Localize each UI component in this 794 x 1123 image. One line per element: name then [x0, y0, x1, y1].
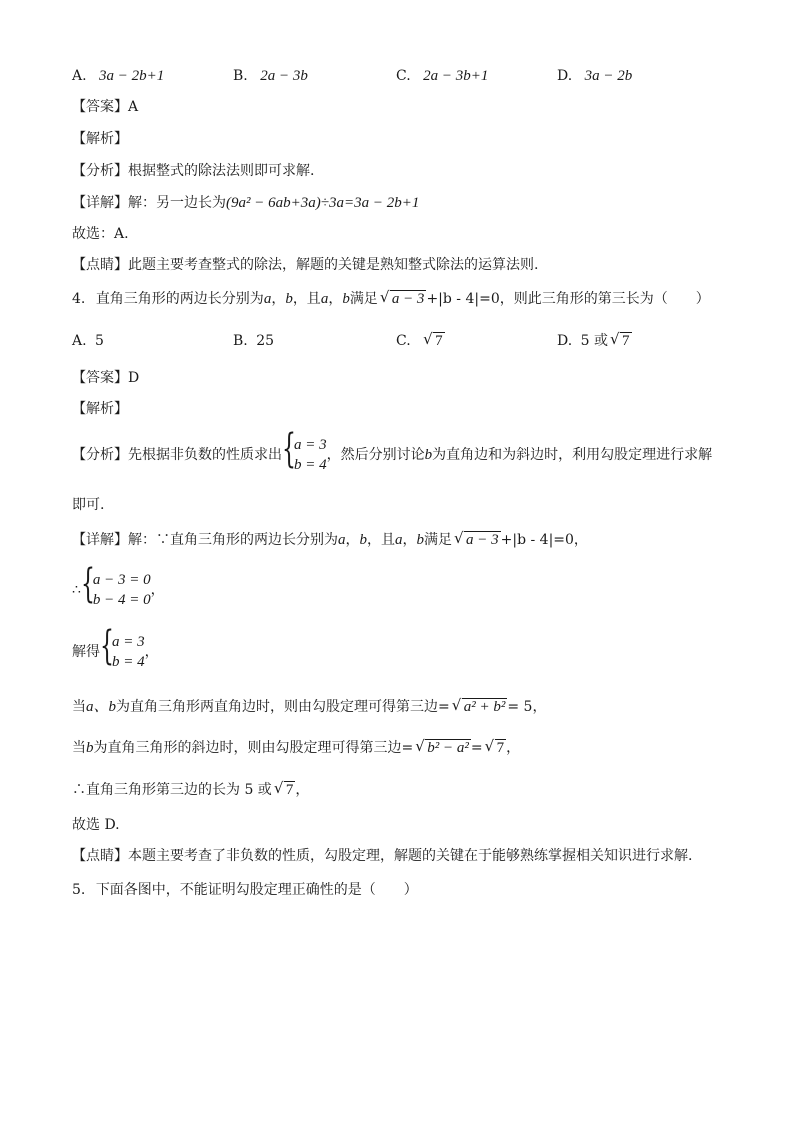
- q4-stem: [72, 289, 710, 309]
- analysis-tag: 【解析】: [72, 401, 128, 417]
- q4-analysis-heading: [72, 399, 128, 419]
- var-a: a: [263, 291, 272, 307]
- brace-icon: {: [100, 623, 114, 669]
- radical-sign: √: [423, 330, 433, 348]
- detail-text: 满足: [424, 532, 452, 548]
- detail-text: +|b - 4|=0，: [500, 532, 588, 548]
- q4-choice: [72, 815, 120, 835]
- var-b: b: [416, 532, 424, 548]
- radical-sign: √: [379, 288, 390, 306]
- option-label: B.: [233, 68, 248, 84]
- q3-option-b: [233, 66, 308, 86]
- option-value: 5: [95, 333, 104, 349]
- stem-text: 直角三角形的两边长分别为: [95, 291, 264, 307]
- radicand: a − 3: [466, 532, 499, 548]
- equation-row: a = 3: [294, 437, 327, 453]
- q4-step-therefore: [72, 561, 165, 610]
- equation-system: [100, 623, 145, 672]
- case-text: 为直角三角形的斜边时，则由勾股定理可得第三边: [93, 740, 402, 756]
- sqrt-expression: [610, 331, 632, 351]
- option-label: D.: [557, 68, 573, 84]
- sqrt-expression: [423, 331, 445, 351]
- separator: ，: [345, 532, 360, 548]
- radicand: 7: [622, 333, 630, 349]
- brace-icon: {: [80, 561, 95, 607]
- answer-tag: 【答案】: [72, 370, 128, 386]
- radicand: 7: [496, 740, 505, 756]
- fenxi-tag: 【分析】: [72, 163, 128, 179]
- radicand: b² − a²: [427, 740, 469, 756]
- option-label: C.: [396, 68, 411, 84]
- var-a: a: [320, 291, 329, 307]
- punctuation: ，: [295, 782, 310, 798]
- choice-text: 故选：A.: [72, 226, 129, 242]
- brace-icon: {: [282, 426, 296, 472]
- detail-tag: 【详解】: [72, 195, 128, 211]
- q4-option-c: [396, 331, 445, 351]
- equals-sign: =: [401, 740, 414, 756]
- equation-system: [80, 561, 151, 610]
- fenxi-text: 根据整式的除法法则即可求解.: [128, 163, 315, 179]
- detail-expression: (9a² − 6ab+3a)÷3a=3a − 2b+1: [226, 195, 420, 211]
- option-label: A.: [72, 68, 87, 84]
- var-a: a: [395, 532, 403, 548]
- q4-case-legs: [72, 697, 546, 717]
- comment-text: 本题主要考查了非负数的性质，勾股定理，解题的关键在于能够熟练掌握相关知识进行求解.: [128, 848, 693, 864]
- option-value: 25: [256, 333, 275, 349]
- option-label: B.: [233, 333, 248, 349]
- case-result: = 5，: [507, 699, 547, 715]
- var-a: a: [338, 532, 346, 548]
- punctuation: ，: [506, 740, 521, 756]
- stem-text: 下面各图中，不能证明勾股定理正确性的是（ ）: [95, 882, 418, 898]
- answer-value: A: [128, 99, 139, 115]
- q4-case-hypotenuse: [72, 738, 520, 758]
- detail-text: 解：另一边长为: [128, 195, 226, 211]
- stem-text: ，且: [292, 291, 321, 307]
- conclusion-text: ∴直角三角形第三边的长为 5 或: [72, 782, 272, 798]
- radical-sign: √: [415, 737, 425, 755]
- answer-tag: 【答案】: [72, 99, 128, 115]
- stem-text: +|b - 4|=0，则此三角形的第三长为（ ）: [426, 291, 710, 307]
- option-label: C.: [396, 333, 411, 349]
- equation-row: b = 4: [294, 457, 327, 473]
- answer-value: D: [128, 370, 140, 386]
- q4-detail: [72, 530, 588, 550]
- q3-detail: [72, 193, 419, 213]
- q5-stem: [72, 880, 418, 900]
- sqrt-expression: [454, 530, 501, 550]
- choice-text: 故选 D.: [72, 817, 120, 833]
- option-value: 5 或: [580, 333, 608, 349]
- separator: ，: [328, 291, 343, 307]
- equation-row: a − 3 = 0: [92, 572, 151, 588]
- q4-fenxi: [72, 426, 713, 475]
- comment-text: 此题主要考查整式的除法，解题的关键是熟知整式除法的运算法则.: [128, 257, 539, 273]
- equals-sign: =: [438, 699, 450, 715]
- therefore-symbol: ∴: [72, 582, 81, 598]
- radical-sign: √: [454, 529, 464, 547]
- q4-conclusion: [72, 780, 309, 800]
- equation-row: a = 3: [112, 634, 145, 650]
- fenxi-text: 为直角边和为斜边时，利用勾股定理进行求解: [432, 447, 713, 463]
- sqrt-expression: [485, 738, 507, 758]
- question-number: 5.: [72, 882, 86, 898]
- radicand: 7: [285, 782, 294, 798]
- q4-option-d: [557, 331, 632, 351]
- option-expression: 3a − 2b+1: [99, 68, 165, 84]
- radical-sign: √: [273, 779, 284, 797]
- option-label: A.: [72, 333, 87, 349]
- punctuation: ，: [144, 644, 159, 660]
- case-text: 当: [72, 699, 86, 715]
- separator: ，: [271, 291, 286, 307]
- var-b: b: [342, 291, 350, 307]
- q4-step-solve: [72, 623, 159, 672]
- equation-row: b − 4 = 0: [92, 592, 151, 608]
- q4-option-b: [233, 331, 274, 351]
- option-expression: 2a − 3b+1: [423, 68, 489, 84]
- q3-option-a: [72, 66, 164, 86]
- option-expression: 2a − 3b: [260, 68, 308, 84]
- q3-option-c: [396, 66, 488, 86]
- sqrt-expression: [380, 289, 427, 309]
- q3-comment: [72, 255, 538, 275]
- detail-tag: 【详解】: [72, 532, 128, 548]
- sqrt-expression: [415, 738, 471, 758]
- sqrt-expression: [452, 697, 508, 717]
- comment-tag: 【点睛】: [72, 848, 128, 864]
- detail-text: ，且: [367, 532, 395, 548]
- q3-choice: [72, 224, 129, 244]
- vars-ab: a、b: [86, 699, 117, 715]
- analysis-tag: 【解析】: [72, 131, 128, 147]
- q4-fenxi-continued: [72, 495, 104, 515]
- stem-text: 满足: [349, 291, 378, 307]
- var-b: b: [359, 532, 367, 548]
- fenxi-tag: 【分析】: [72, 447, 128, 463]
- option-expression: 3a − 2b: [584, 68, 633, 84]
- equation-row: b = 4: [112, 654, 145, 670]
- radicand: a − 3: [391, 291, 425, 307]
- q4-option-a: [72, 331, 104, 351]
- radical-sign: √: [451, 696, 462, 714]
- q4-comment: [72, 846, 692, 866]
- fenxi-text: ，然后分别讨论: [326, 447, 425, 463]
- solve-text: 解得: [72, 644, 100, 660]
- q3-analysis-heading: [72, 129, 128, 149]
- fenxi-text: 即可.: [72, 497, 105, 513]
- q3-option-d: [557, 66, 632, 86]
- question-number: 4.: [72, 291, 86, 307]
- sqrt-expression: [274, 780, 296, 800]
- radical-sign: √: [484, 737, 495, 755]
- var-b: b: [285, 291, 293, 307]
- q3-fenxi: [72, 161, 314, 181]
- radicand: 7: [435, 333, 443, 349]
- detail-text: 解：∵直角三角形的两边长分别为: [128, 532, 338, 548]
- option-label: D.: [557, 333, 573, 349]
- radical-sign: √: [610, 330, 620, 348]
- case-text: 为直角三角形两直角边时，则由勾股定理可得第三边: [116, 699, 439, 715]
- var-b: b: [86, 740, 94, 756]
- var-b: b: [424, 447, 433, 463]
- q4-answer: [72, 368, 139, 388]
- punctuation: ，: [150, 582, 165, 598]
- fenxi-text: 先根据非负数的性质求出: [128, 447, 282, 463]
- radicand: a² + b²: [463, 699, 506, 715]
- q3-answer: [72, 97, 138, 117]
- separator: ，: [402, 532, 417, 548]
- equals-sign: =: [470, 740, 483, 756]
- equation-system: [282, 426, 327, 475]
- comment-tag: 【点睛】: [72, 257, 128, 273]
- case-text: 当: [72, 740, 86, 756]
